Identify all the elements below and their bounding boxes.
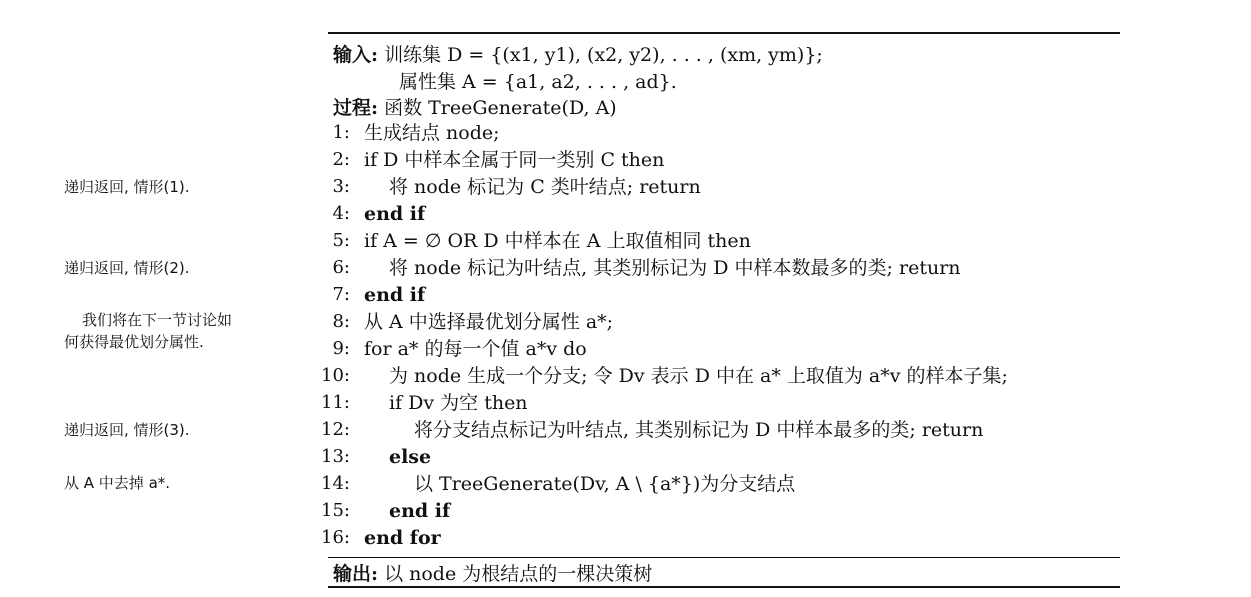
margin-note-case3: 递归返回, 情形(3). — [64, 421, 190, 439]
step-text: 以 TreeGenerate(Dv, A \ {a*})为分支结点 — [414, 473, 796, 495]
output-row — [333, 561, 652, 587]
margin-note-case1: 递归返回, 情形(1). — [64, 178, 190, 196]
step-number: 1: — [332, 122, 350, 143]
top-rule — [328, 32, 1120, 34]
step-text: for a* 的每一个值 a*v do — [364, 338, 587, 360]
output-text: 以 node 为根结点的一棵决策树 — [384, 563, 653, 585]
margin-note-case2: 递归返回, 情形(2). — [64, 259, 190, 277]
step-text: end if — [364, 284, 426, 306]
process-row — [333, 95, 617, 121]
step-text: 将 node 标记为叶结点, 其类别标记为 D 中样本数最多的类; return — [389, 257, 961, 279]
step-text: 为 node 生成一个分支; 令 Dv 表示 D 中在 a* 上取值为 a*v 的样本子集; — [389, 365, 1008, 387]
step-number: 3: — [332, 176, 350, 197]
input-label: 输入: — [333, 44, 379, 66]
step-text: end if — [389, 500, 451, 522]
step-number: 7: — [332, 284, 350, 305]
step-text: if Dv 为空 then — [389, 392, 528, 414]
step-number: 4: — [332, 203, 350, 224]
step-number: 8: — [332, 311, 350, 332]
output-label: 输出: — [333, 563, 379, 585]
step-text: 将 node 标记为 C 类叶结点; return — [389, 176, 701, 198]
step-text: if D 中样本全属于同一类别 C then — [364, 149, 665, 171]
margin-note-line: 我们将在下一节讨论如 — [82, 311, 233, 329]
step-number: 16: — [321, 527, 350, 548]
step-text: else — [389, 446, 432, 468]
step-text: 从 A 中选择最优划分属性 a*; — [364, 311, 614, 333]
input-line2: 属性集 A = {a1, a2, . . . , ad}. — [399, 71, 677, 93]
step-number: 11: — [321, 392, 350, 413]
step-number: 14: — [321, 473, 350, 494]
input-row-2 — [399, 69, 677, 95]
step-text: 将分支结点标记为叶结点, 其类别标记为 D 中样本最多的类; return — [414, 419, 984, 441]
margin-note-remove-attribute: 从 A 中去掉 a*. — [64, 474, 171, 492]
process-label: 过程: — [333, 97, 379, 119]
step-number: 10: — [321, 365, 350, 386]
step-number: 9: — [332, 338, 350, 359]
input-row — [333, 42, 823, 68]
step-text: 生成结点 node; — [364, 122, 500, 144]
step-text: end if — [364, 203, 426, 225]
margin-note-line: 何获得最优划分属性. — [64, 333, 204, 351]
step-number: 5: — [332, 230, 350, 251]
step-number: 15: — [321, 500, 350, 521]
step-number: 6: — [332, 257, 350, 278]
input-line1: 训练集 D = {(x1, y1), (x2, y2), . . . , (xm, ym)}; — [384, 44, 823, 66]
step-number: 13: — [321, 446, 350, 467]
margin-note-best-attribute — [64, 309, 312, 353]
step-number: 2: — [332, 149, 350, 170]
step-text: end for — [364, 527, 441, 549]
step-number: 12: — [321, 419, 350, 440]
output-separator-rule — [328, 557, 1120, 558]
step-text: if A = ∅ OR D 中样本在 A 上取值相同 then — [364, 230, 751, 252]
process-text: 函数 TreeGenerate(D, A) — [384, 97, 617, 119]
